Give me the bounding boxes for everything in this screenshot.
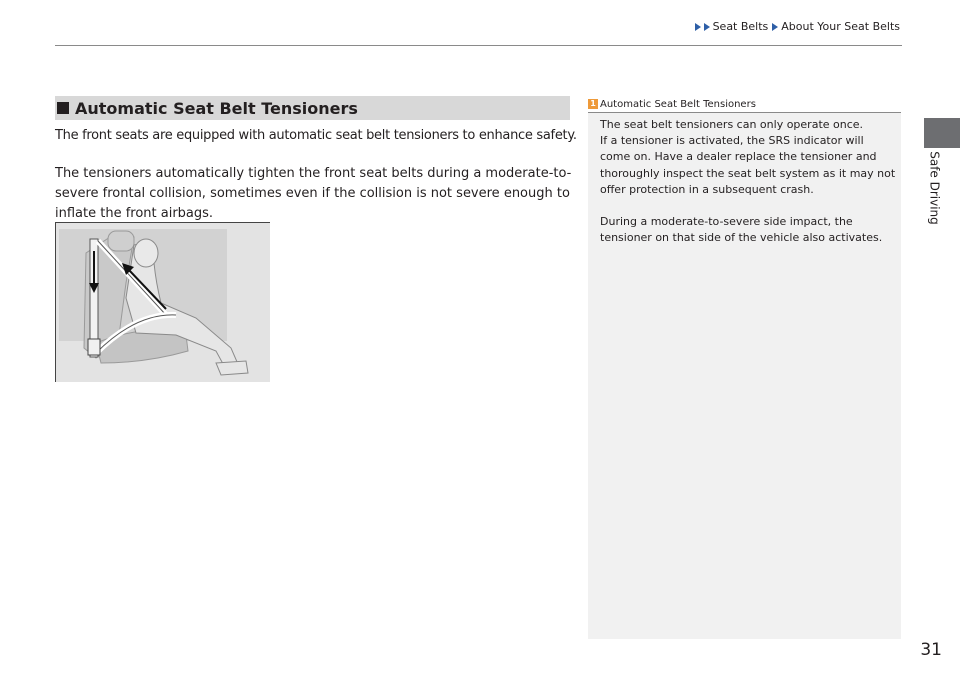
section-heading-text: Automatic Seat Belt Tensioners bbox=[75, 98, 358, 118]
breadcrumb-arrow-icon bbox=[695, 23, 701, 31]
note-paragraph-1a: The seat belt tensioners can only operate once. bbox=[600, 118, 864, 131]
breadcrumb-arrow-icon bbox=[704, 23, 710, 31]
breadcrumb-arrow-icon bbox=[772, 23, 778, 31]
note-title: Automatic Seat Belt Tensioners bbox=[600, 98, 756, 110]
seat-belt-diagram-icon bbox=[56, 223, 270, 382]
breadcrumb-item-seat-belts[interactable]: Seat Belts bbox=[712, 20, 769, 33]
header-divider bbox=[55, 45, 902, 46]
note-title-row bbox=[588, 96, 901, 113]
seat-belt-tensioner-illustration bbox=[55, 222, 270, 382]
breadcrumb bbox=[695, 20, 900, 33]
note-panel bbox=[588, 96, 901, 639]
section-heading bbox=[55, 96, 570, 120]
note-paragraph-1b: If a tensioner is activated, the SRS indicator will come on. Have a dealer replace the tensioner and thoroughly inspect the seat belt system as it may not offer protection in a subsequent crash. bbox=[600, 134, 896, 196]
page-number: 31 bbox=[920, 640, 942, 660]
body-paragraph-1: The front seats are equipped with automatic seat belt tensioners to enhance safety. bbox=[55, 128, 577, 143]
body-paragraph-2: The tensioners automatically tighten the front seat belts during a moderate-to-severe frontal collision, sometimes even if the collision is not severe enough to inflate the front airbags. bbox=[55, 166, 572, 221]
chapter-tab-marker bbox=[924, 118, 960, 148]
breadcrumb-item-about-seat-belts[interactable]: About Your Seat Belts bbox=[781, 20, 900, 33]
note-paragraph-2: During a moderate-to-severe side impact, the tensioner on that side of the vehicle also activates. bbox=[600, 215, 883, 245]
square-bullet-icon bbox=[57, 102, 69, 114]
reference-marker-icon: 1 bbox=[588, 99, 598, 109]
note-body bbox=[600, 117, 896, 246]
chapter-tab-label[interactable]: Safe Driving bbox=[928, 151, 942, 225]
